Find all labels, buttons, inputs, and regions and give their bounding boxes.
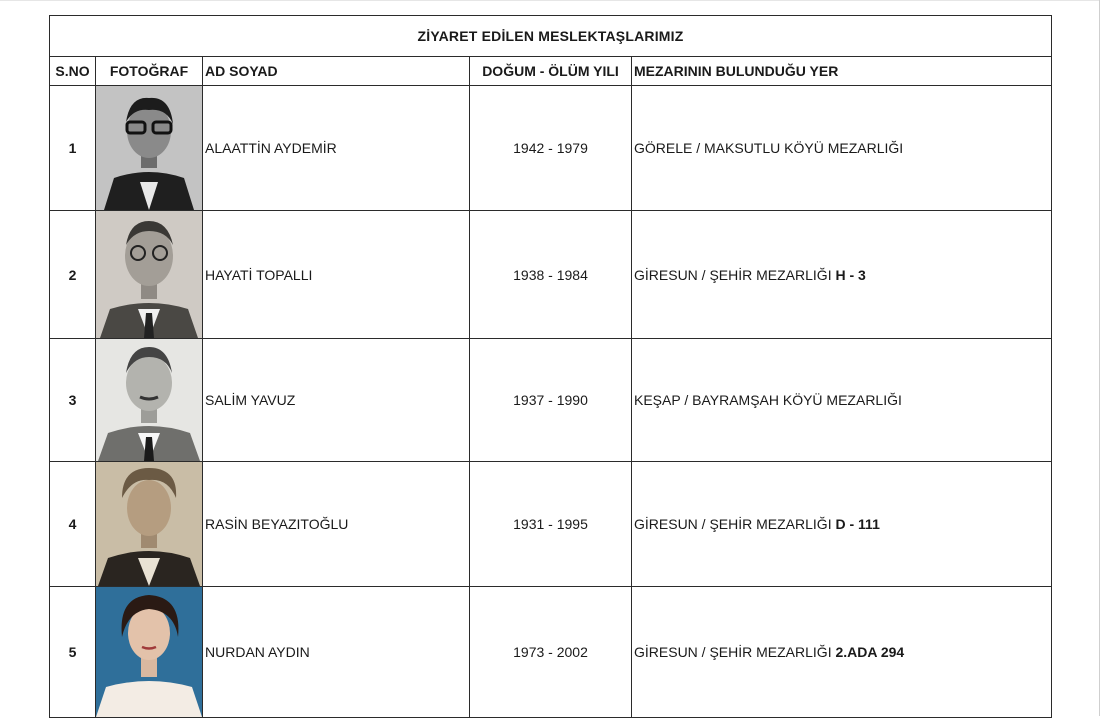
burial-place [632, 86, 1052, 211]
table-row [50, 339, 1052, 462]
person-name: SALİM YAVUZ [203, 339, 470, 462]
header-name: AD SOYAD [203, 57, 470, 86]
table-row [50, 462, 1052, 587]
burial-place-text: GİRESUN / ŞEHİR MEZARLIĞI [634, 644, 836, 660]
burial-plot: 2.ADA 294 [835, 644, 905, 660]
header-row [50, 57, 1052, 86]
life-years: 1931 - 1995 [470, 462, 632, 587]
portrait-photo [96, 462, 202, 586]
row-number: 1 [50, 86, 96, 211]
burial-place-text: GİRESUN / ŞEHİR MEZARLIĞI [634, 266, 836, 283]
header-place: MEZARININ BULUNDUĞU YER [632, 57, 1052, 86]
burial-place [632, 211, 1052, 339]
table-title: ZİYARET EDİLEN MESLEKTAŞLARIMIZ [50, 16, 1052, 57]
person-name: RASİN BEYAZITOĞLU [203, 462, 470, 587]
table-row [50, 211, 1052, 339]
life-years: 1938 - 1984 [470, 211, 632, 339]
table-row [50, 587, 1052, 718]
portrait-photo [96, 211, 202, 338]
header-photo: FOTOĞRAF [96, 57, 203, 86]
portrait-photo [96, 587, 202, 717]
table-row [50, 86, 1052, 211]
burial-place [632, 339, 1052, 462]
header-no: S.NO [50, 57, 96, 86]
burial-place-text: GİRESUN / ŞEHİR MEZARLIĞI [634, 516, 836, 532]
burial-plot: D - 111 [835, 516, 880, 532]
burial-place [632, 462, 1052, 587]
burial-place-text: GÖRELE / MAKSUTLU KÖYÜ MEZARLIĞI [634, 140, 904, 156]
person-name: HAYATİ TOPALLI [203, 211, 470, 339]
portrait-photo [96, 86, 202, 210]
portrait-photo [96, 339, 202, 461]
burial-place [632, 587, 1052, 718]
header-years: DOĞUM - ÖLÜM YILI [470, 57, 632, 86]
row-number: 2 [50, 211, 96, 339]
life-years: 1937 - 1990 [470, 339, 632, 462]
row-number: 4 [50, 462, 96, 587]
life-years: 1973 - 2002 [470, 587, 632, 718]
memorial-table [49, 15, 1052, 718]
burial-place-text: KEŞAP / BAYRAMŞAH KÖYÜ MEZARLIĞI [634, 392, 902, 408]
sheet-top-edge [0, 0, 1100, 1]
row-number: 5 [50, 587, 96, 718]
person-name: ALAATTİN AYDEMİR [203, 86, 470, 211]
burial-plot: H - 3 [835, 266, 866, 283]
life-years: 1942 - 1979 [470, 86, 632, 211]
person-name: NURDAN AYDIN [203, 587, 470, 718]
row-number: 3 [50, 339, 96, 462]
